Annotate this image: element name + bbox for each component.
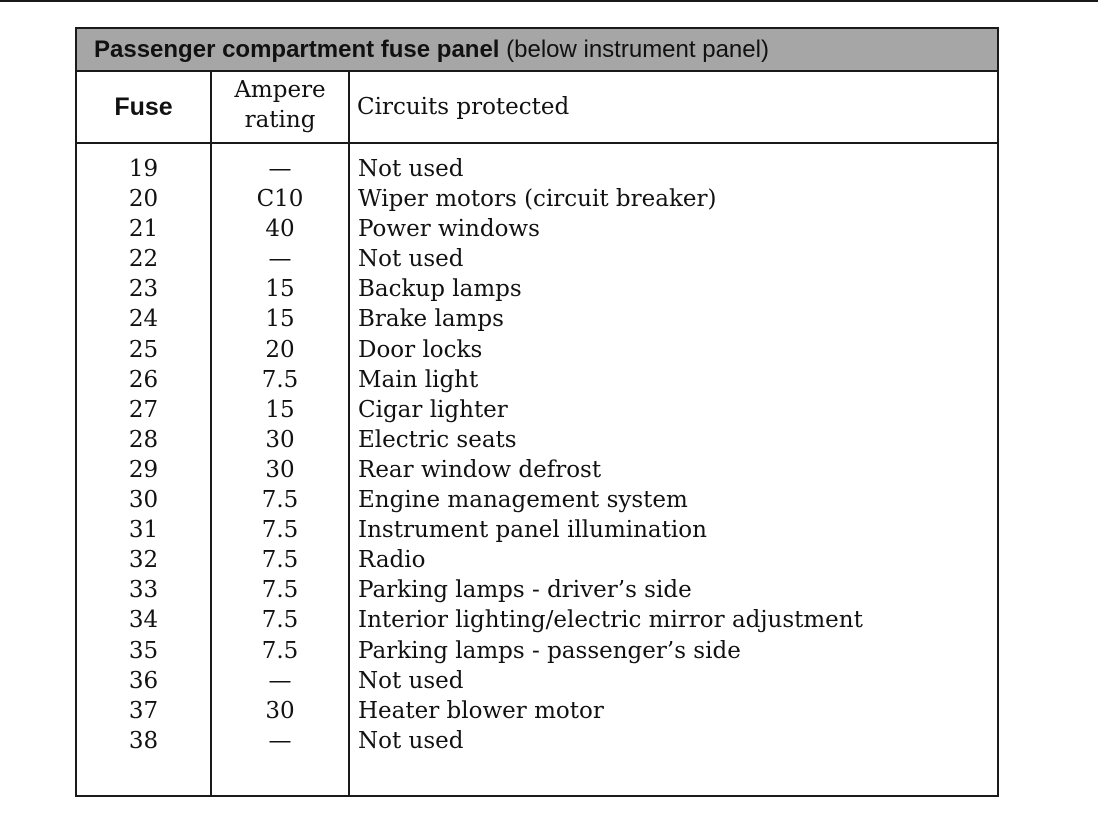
- ampere-rating: 7.5: [261, 487, 299, 514]
- fuse-number: 37: [128, 697, 159, 724]
- circuit-protected: Not used: [358, 667, 464, 694]
- table-title: [77, 29, 997, 72]
- circuit-protected: Wiper motors (circuit breaker): [358, 186, 717, 213]
- fuse-number: 27: [128, 396, 159, 423]
- table-row: [77, 365, 997, 395]
- circuit-protected: Backup lamps: [358, 276, 522, 303]
- header-circuits: Circuits protected: [357, 94, 570, 120]
- fuse-panel-table: [75, 27, 999, 797]
- table-title-bold: Passenger compartment fuse panel: [94, 36, 500, 63]
- ampere-rating: 7.5: [261, 577, 299, 604]
- ampere-rating: —: [268, 667, 292, 694]
- table-row: [77, 425, 997, 455]
- table-row: [77, 485, 997, 515]
- ampere-rating: 30: [265, 426, 295, 453]
- fuse-number: 35: [128, 637, 159, 664]
- table-row: [77, 636, 997, 666]
- circuit-protected: Main light: [358, 366, 479, 393]
- circuit-protected: Radio: [358, 547, 426, 574]
- circuit-protected: Interior lighting/electric mirror adjustment: [358, 607, 863, 634]
- table-row: [77, 335, 997, 365]
- circuit-protected: Power windows: [358, 216, 540, 243]
- fuse-number: 20: [128, 186, 159, 213]
- table-row: [77, 696, 997, 726]
- table-row: [77, 304, 997, 334]
- table-row: [77, 666, 997, 696]
- circuit-protected: Door locks: [358, 336, 483, 363]
- circuit-protected: Electric seats: [358, 426, 517, 453]
- table-row: [77, 154, 997, 184]
- ampere-rating: 15: [265, 306, 295, 333]
- fuse-number: 25: [128, 336, 159, 363]
- table-row: [77, 605, 997, 635]
- circuit-protected: Rear window defrost: [358, 456, 602, 483]
- fuse-number: 21: [128, 216, 159, 243]
- fuse-number: 33: [128, 577, 159, 604]
- ampere-rating: —: [268, 246, 292, 273]
- fuse-number: 32: [128, 547, 159, 574]
- circuit-protected: Engine management system: [358, 487, 688, 514]
- ampere-rating: 40: [265, 216, 295, 243]
- fuse-number: 38: [128, 727, 159, 754]
- ampere-rating: 7.5: [261, 547, 299, 574]
- fuse-number: 34: [128, 607, 159, 634]
- fuse-number: 23: [128, 276, 159, 303]
- ampere-rating: C10: [256, 186, 304, 213]
- table-row: [77, 184, 997, 214]
- circuit-protected: Parking lamps - driver’s side: [358, 577, 692, 604]
- fuse-number: 31: [128, 517, 159, 544]
- circuit-protected: Instrument panel illumination: [358, 517, 707, 544]
- header-ampere-line1: Ampere: [234, 77, 326, 103]
- table-row: [77, 274, 997, 304]
- ampere-rating: 7.5: [261, 607, 299, 634]
- table-title-suffix: (below instrument panel): [499, 36, 769, 63]
- circuit-protected: Parking lamps - passenger’s side: [358, 637, 741, 664]
- circuit-protected: Not used: [358, 727, 464, 754]
- ampere-rating: 20: [265, 336, 295, 363]
- ampere-rating: 15: [265, 276, 295, 303]
- header-ampere-line2: rating: [244, 107, 316, 133]
- fuse-number: 24: [128, 306, 159, 333]
- table-row: [77, 515, 997, 545]
- table-row: [77, 726, 997, 756]
- circuit-protected: Not used: [358, 246, 464, 273]
- ampere-rating: 15: [265, 396, 295, 423]
- table-row: [77, 395, 997, 425]
- table-body: [77, 154, 997, 756]
- circuit-protected: Cigar lighter: [358, 396, 508, 423]
- ampere-rating: 7.5: [261, 637, 299, 664]
- ampere-rating: 7.5: [261, 517, 299, 544]
- table-row: [77, 545, 997, 575]
- ampere-rating: 30: [265, 456, 295, 483]
- ampere-rating: —: [268, 727, 292, 754]
- circuit-protected: Not used: [358, 156, 464, 182]
- fuse-number: 36: [128, 667, 159, 694]
- fuse-number: 26: [128, 366, 159, 393]
- ampere-rating: —: [268, 156, 292, 182]
- header-ampere-rating: [212, 75, 348, 135]
- circuit-protected: Brake lamps: [358, 306, 504, 333]
- fuse-number: 22: [128, 246, 159, 273]
- header-fuse: Fuse: [114, 93, 173, 121]
- circuit-protected: Heater blower motor: [358, 697, 604, 724]
- ampere-rating: 30: [265, 697, 295, 724]
- fuse-number: 30: [128, 487, 159, 514]
- table-row: [77, 575, 997, 605]
- ampere-rating: 7.5: [261, 366, 299, 393]
- table-row: [77, 244, 997, 274]
- table-row: [77, 214, 997, 244]
- fuse-number: 19: [128, 156, 159, 182]
- fuse-number: 28: [128, 426, 159, 453]
- header-divider: [77, 142, 997, 144]
- top-rule: [0, 0, 1098, 2]
- table-row: [77, 455, 997, 485]
- fuse-number: 29: [128, 456, 159, 483]
